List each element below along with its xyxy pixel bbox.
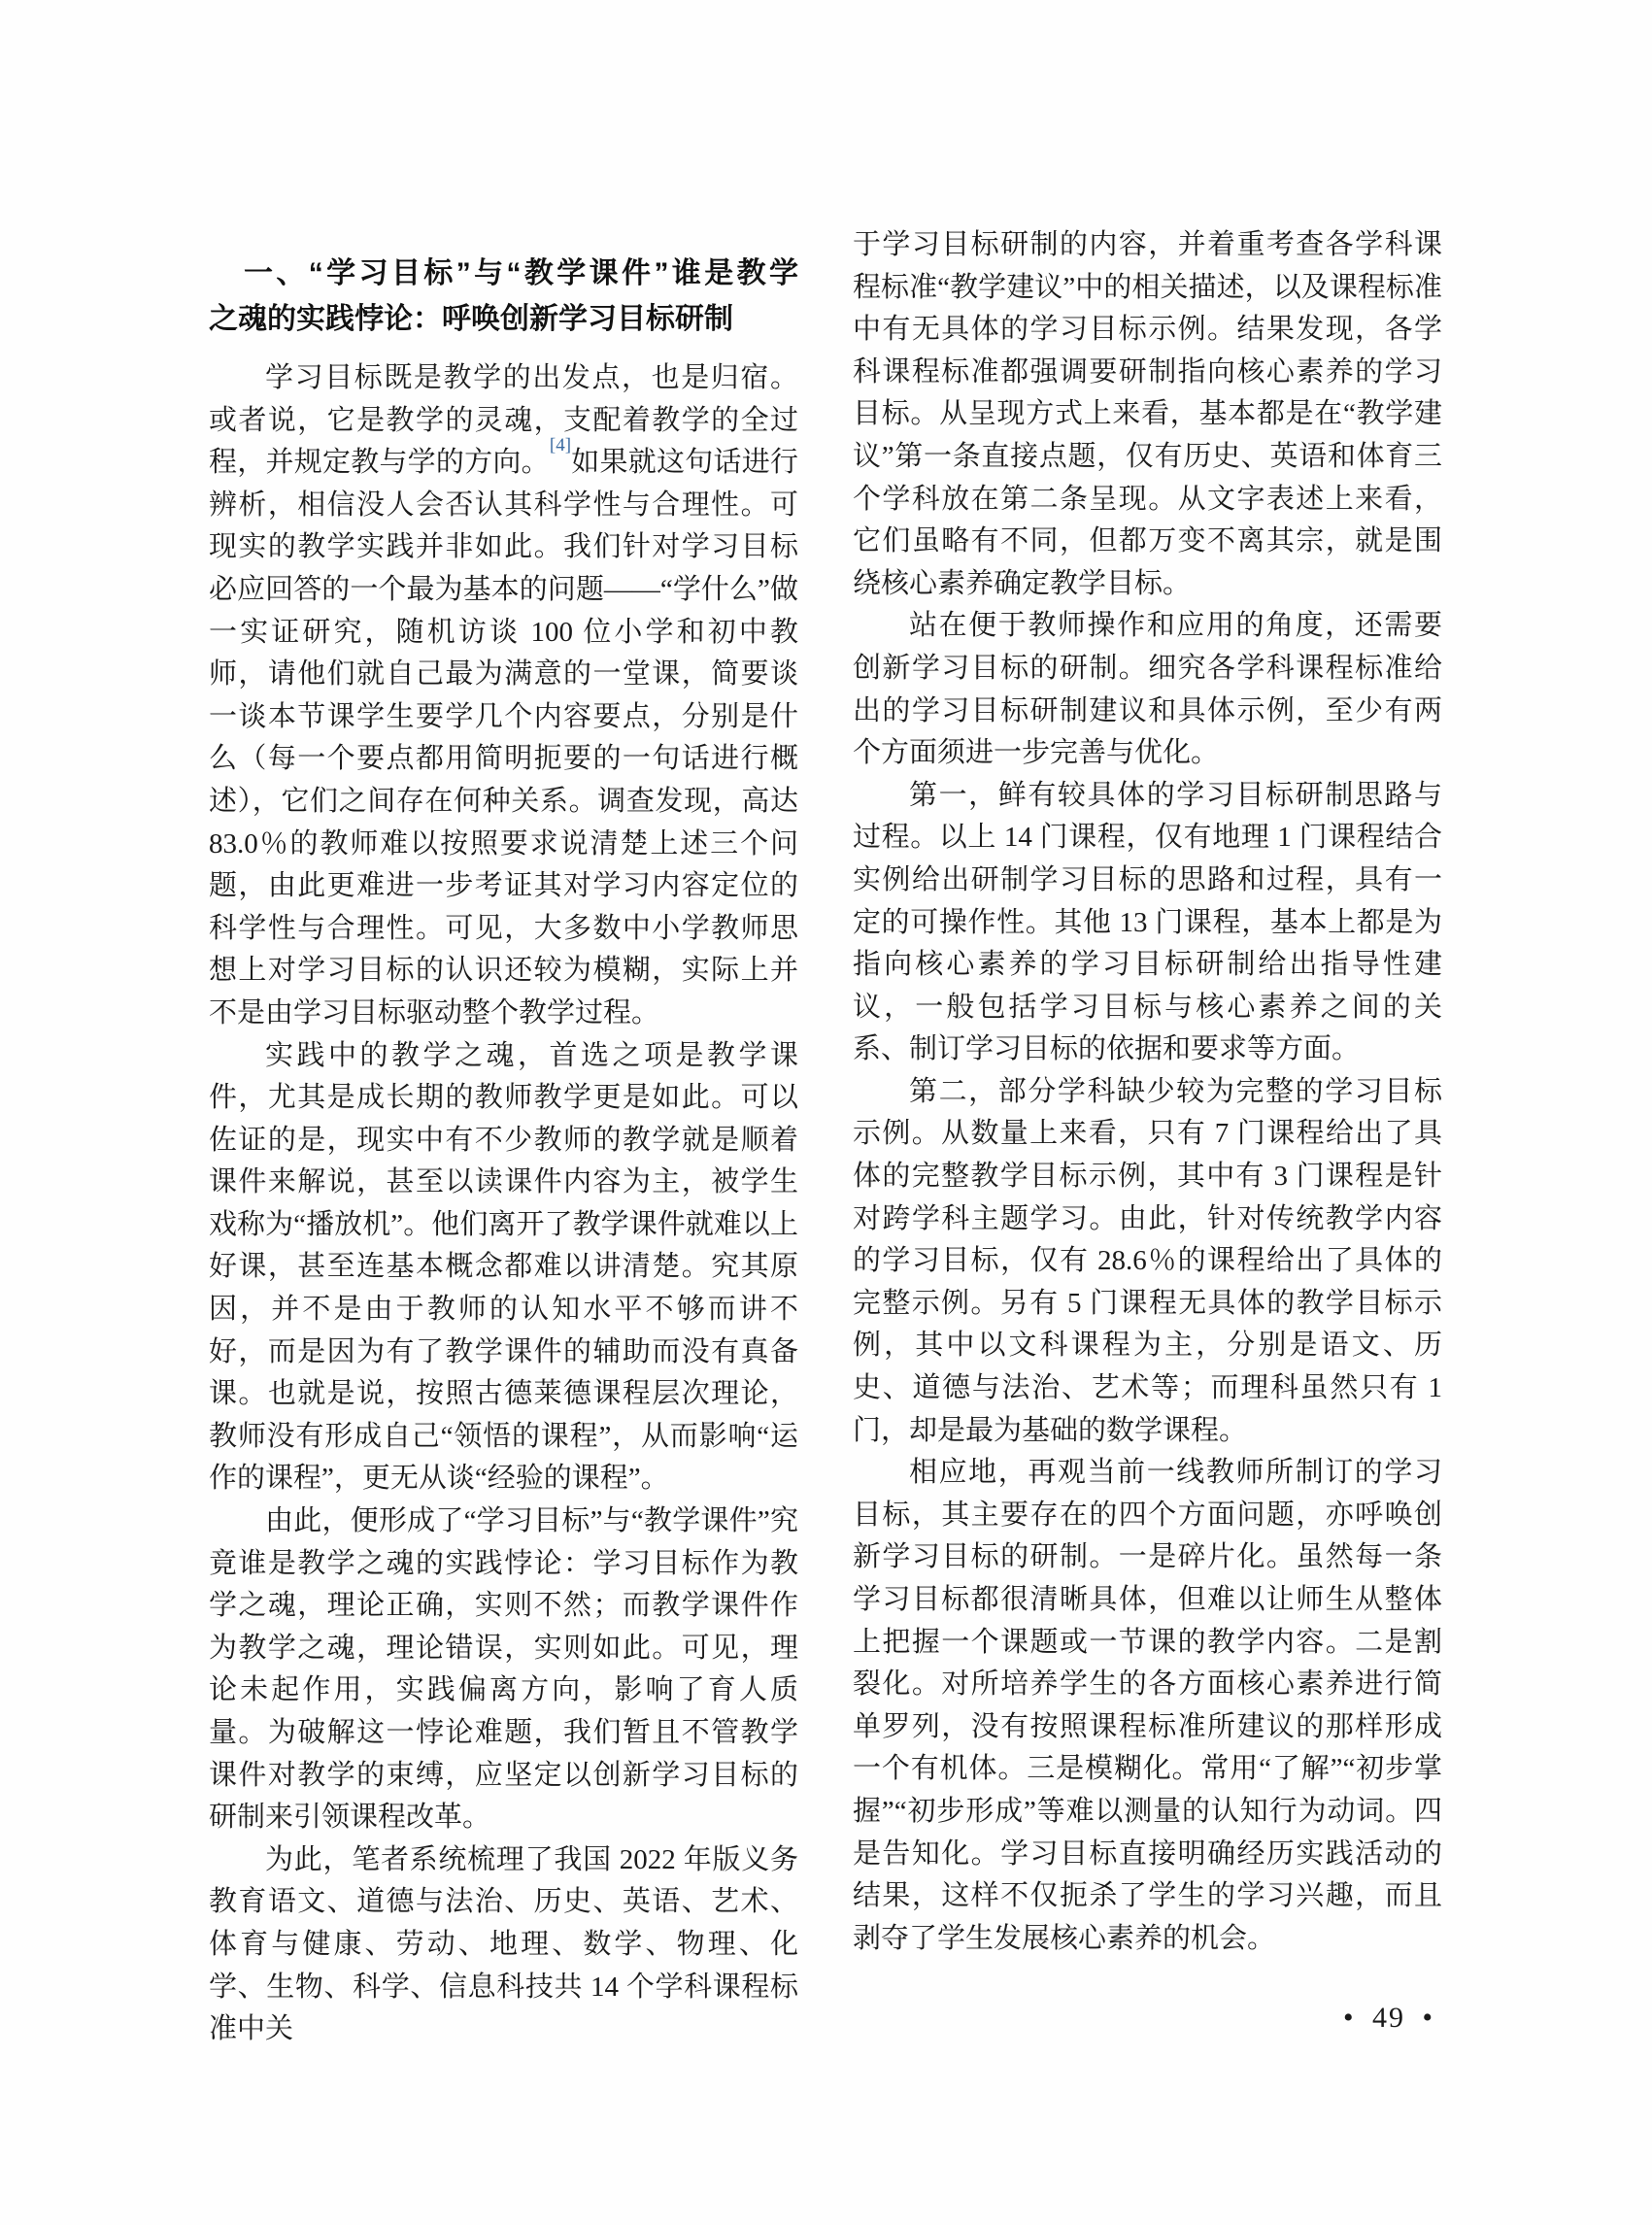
paragraph-right-5: 相应地，再观当前一线教师所制订的学习目标，其主要存在的四个方面问题，亦呼唤创新学习目标的研制。一是碎片化。虽然每一条学习目标都很清晰具体，但难以让师生从整体上把握一个课题或一节课的教学内容。二是割裂化。对所培养学生的各方面核心素养进行简单罗列，没有按照课程标准所建议的那样形成一个有机体。三是模糊化。常用“了解”“初步掌握”“初步形成”等难以测量的认知行为动词。四是告知化。学习目标直接明确经历实践活动的结果，这样不仅扼杀了学生的学习兴趣，而且剥夺了学生发展核心素养的机会。 bbox=[853, 1457, 1442, 1954]
paragraph-right-4: 第二，部分学科缺少较为完整的学习目标示例。从数量上来看，只有 7 门课程给出了具体的完整教学目标示例，其中有 3 门课程是针对跨学科主题学习。由此，针对传统教学内容的学习目标，仅有 28.6％的课程给出了具体的完整示例。另有 5 门课程无具体的教学目标示例，其中以文科课程为主，分别是语文、历史、道德与法治、艺术等；而理科虽然只有 1 门，却是最为基础的数学课程。 bbox=[853, 1075, 1442, 1446]
paragraph-left-4: 为此，笔者系统梳理了我国 2022 年版义务教育语文、道德与法治、历史、英语、艺术、体育与健康、劳动、地理、数学、物理、化学、生物、科学、信息科技共 14 个学科课程标准中关 bbox=[209, 1843, 798, 2045]
paragraph-left-1-text-after-citation: 如果就这句话进行辨析，相信没人会否认其科学性与合理性。可现实的教学实践并非如此。我们针对学习目标必应回答的一个最为基本的问题——“学什么”做一实证研究，随机访谈 100 位小学和初中教师，请他们就自己最为满意的一堂课，简要谈一谈本节课学生要学几个内容要点，分别是什么（每一个要点都用简明扼要的一句话进行概述），它们之间存在何种关系。调查发现，高达 83.0％的教师难以按照要求说清楚上述三个问题，由此更难进一步考证其对学习内容定位的科学性与合理性。可见，大多数中小学教师思想上对学习目标的认识还较为模糊，实际上并不是由学习目标驱动整个教学过程。 bbox=[209, 447, 798, 1028]
section-heading-line1: 一、“学习目标”与“教学课件”谁是教学 bbox=[244, 257, 798, 289]
left-column bbox=[209, 251, 798, 2051]
section-heading-line2: 之魂的实践悖论：呼唤创新学习目标研制 bbox=[209, 303, 733, 335]
paragraph-right-1-continuation: 于学习目标研制的内容，并着重考查各学科课程标准“教学建议”中的相关描述，以及课程标准中有无具体的学习目标示例。结果发现，各学科课程标准都强调要研制指向核心素养的学习目标。从呈现方式上来看，基本都是在“教学建议”第一条直接点题，仅有历史、英语和体育三个学科放在第二条呈现。从文字表述上来看，它们虽略有不同，但都万变不离其宗，就是围绕核心素养确定教学目标。 bbox=[853, 229, 1442, 599]
paragraph-left-1-text-before-citation: 学习目标既是教学的出发点，也是归宿。或者说，它是教学的灵魂，支配着教学的全过程，并规定教与学的方向。 bbox=[209, 362, 798, 479]
paragraph-left-2: 实践中的教学之魂，首选之项是教学课件，尤其是成长期的教师教学更是如此。可以佐证的是，现实中有不少教师的教学就是顺着课件来解说，甚至以读课件内容为主，被学生戏称为“播放机”。他们离开了教学课件就难以上好课，甚至连基本概念都难以讲清楚。究其原因，并不是由于教师的认知水平不够而讲不好，而是因为有了教学课件的辅助而没有真备课。也就是说，按照古德莱德课程层次理论，教师没有形成自己“领悟的课程”，从而影响“运作的课程”，更无从谈“经验的课程”。 bbox=[209, 1039, 798, 1495]
page-number: • 49 • bbox=[1343, 2002, 1435, 2034]
paragraph-right-2: 站在便于教师操作和应用的角度，还需要创新学习目标的研制。细究各学科课程标准给出的学习目标研制建议和具体示例，至少有两个方面须进一步完善与优化。 bbox=[853, 610, 1442, 769]
right-column bbox=[853, 224, 1442, 1960]
citation-ref-4[interactable]: [4] bbox=[549, 434, 572, 455]
paragraph-right-3: 第一，鲜有较具体的学习目标研制思路与过程。以上 14 门课程，仅有地理 1 门课程结合实例给出研制学习目标的思路和过程，具有一定的可操作性。其他 13 门课程，基本上都是为指向核心素养的学习目标研制给出指导性建议，一般包括学习目标与核心素养之间的关系、制订学习目标的依据和要求等方面。 bbox=[853, 779, 1442, 1065]
paragraph-left-1 bbox=[209, 357, 798, 1035]
section-heading bbox=[209, 251, 798, 342]
paragraph-left-3: 由此，便形成了“学习目标”与“教学课件”究竟谁是教学之魂的实践悖论：学习目标作为教学之魂，理论正确，实则不然；而教学课件作为教学之魂，理论错误，实则如此。可见，理论未起作用，实践偏离方向，影响了育人质量。为破解这一悖论难题，我们暂且不管教学课件对教学的束缚，应坚定以创新学习目标的研制来引领课程改革。 bbox=[209, 1505, 798, 1834]
